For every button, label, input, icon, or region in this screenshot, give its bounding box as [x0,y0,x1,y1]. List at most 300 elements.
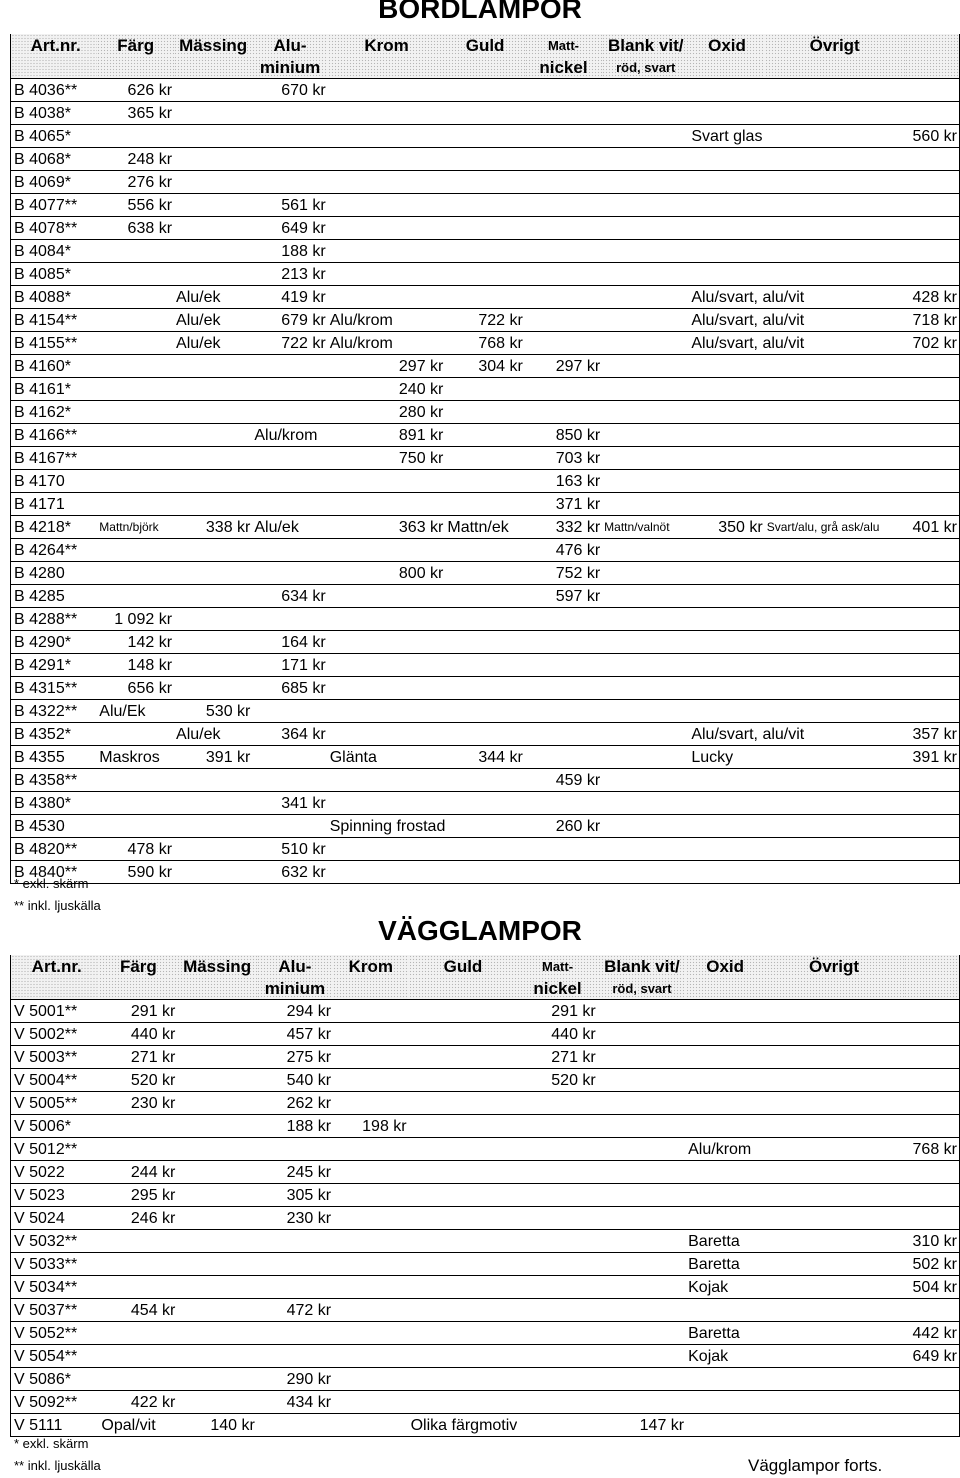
table-cell: 297 kr [525,355,602,378]
header-aluminium-2: minium [252,56,327,79]
table-cell: Opal/vit [99,1414,177,1437]
table-cell [409,1253,518,1276]
table-cell [689,562,904,585]
table-cell [689,815,904,838]
table-cell [328,79,446,102]
table-cell [445,838,524,861]
table-cell [97,562,174,585]
table-cell: 638 kr [97,217,174,240]
table-cell: V 5023 [11,1184,100,1207]
table-cell [445,539,524,562]
table-cell [409,1276,518,1299]
table-cell: 632 kr [252,861,327,884]
header-cell [11,56,98,79]
table-row [11,447,960,470]
table-cell [602,723,689,746]
header-cell [99,977,177,1000]
table-cell [174,79,252,102]
table-cell: B 4530 [11,815,98,838]
table-cell [328,148,446,171]
continued-note: Vägglampor forts. [748,1456,883,1475]
table-cell: Alu/krom [686,1138,904,1161]
header-cell [765,56,905,79]
table-cell [177,1023,256,1046]
table-cell [97,585,174,608]
table-cell: 800 kr [328,562,446,585]
table-cell [525,263,602,286]
table-row [11,654,960,677]
table-cell: 344 kr [445,746,524,769]
table-cell [97,493,174,516]
table-cell: V 5052** [11,1322,100,1345]
table-cell: 540 kr [257,1069,333,1092]
header-mattnickel: Matt- [525,34,602,56]
table-cell [525,240,602,263]
table-cell: 338 kr [174,516,252,539]
header-row [11,955,960,977]
table-cell [409,1184,518,1207]
table-cell [97,332,174,355]
table-cell: 213 kr [252,263,327,286]
table-row [11,1299,960,1322]
table-cell [905,608,960,631]
table-cell: B 4038* [11,102,98,125]
table-row [11,1230,960,1253]
table-cell [174,654,252,677]
table-cell [598,1276,686,1299]
table-cell [333,1322,409,1345]
table-cell [252,171,327,194]
table-cell [252,815,327,838]
table-cell [602,746,689,769]
table-cell [257,1345,333,1368]
table-cell: 248 kr [97,148,174,171]
table-cell [525,102,602,125]
table-cell [252,125,327,148]
table-cell: B 4065* [11,125,98,148]
table-cell: B 4069* [11,171,98,194]
table-cell [97,263,174,286]
table-cell [517,1207,597,1230]
bordlampor-title: BORDLAMPOR [378,0,582,24]
table-cell [97,355,174,378]
table-cell [598,1161,686,1184]
table-cell [598,1299,686,1322]
table-cell [602,148,689,171]
table-cell [602,631,689,654]
table-cell [409,1207,518,1230]
table-cell [905,815,960,838]
table-cell: Alu/ek [174,332,252,355]
table-cell: 752 kr [525,562,602,585]
table-cell [905,194,960,217]
table-cell [904,1092,960,1115]
table-row [11,838,960,861]
bordlampor-table [10,34,960,884]
table-cell [328,723,446,746]
header-row [11,56,960,79]
table-cell [525,332,602,355]
table-cell: 332 kr [525,516,602,539]
table-cell: B 4264** [11,539,98,562]
table-cell [409,1368,518,1391]
table-cell [174,102,252,125]
table-cell: Alu/ek [174,286,252,309]
table-cell: 560 kr [905,125,960,148]
table-cell [602,769,689,792]
header-cell [686,977,764,1000]
table-cell [525,838,602,861]
table-cell: B 4084* [11,240,98,263]
table-cell [602,309,689,332]
table-cell [689,838,904,861]
table-cell [689,194,904,217]
table-row [11,677,960,700]
table-cell [174,378,252,401]
table-cell: 520 kr [99,1069,177,1092]
table-cell [602,401,689,424]
vagglampor-title: VÄGGLAMPOR [378,915,582,946]
table-cell [598,1138,686,1161]
table-row [11,493,960,516]
header-artnr: Art.nr. [11,34,98,56]
table-cell: B 4285 [11,585,98,608]
header-blank-2: röd, svart [602,56,689,79]
table-row [11,1184,960,1207]
table-cell: B 4088* [11,286,98,309]
table-cell: B 4352* [11,723,98,746]
table-cell: 164 kr [252,631,327,654]
table-cell: 722 kr [445,309,524,332]
table-cell [177,1299,256,1322]
table-cell [904,1414,960,1437]
table-cell [689,263,904,286]
table-cell [689,539,904,562]
table-cell [904,1023,960,1046]
table-cell [905,562,960,585]
header-ovrigt: Övrigt [765,34,905,56]
table-cell [905,447,960,470]
table-cell [174,125,252,148]
table-cell: 722 kr [252,332,327,355]
table-cell [905,378,960,401]
table-cell: 276 kr [97,171,174,194]
table-cell [409,1069,518,1092]
table-cell [598,1368,686,1391]
vagglampor-table [10,955,960,1437]
table-cell: 290 kr [257,1368,333,1391]
table-cell: B 4162* [11,401,98,424]
table-cell [517,1115,597,1138]
table-cell: Lucky [689,746,904,769]
table-cell: B 4161* [11,378,98,401]
table-cell: B 4218* [11,516,98,539]
header-oxid: Oxid [689,34,764,56]
table-cell [174,240,252,263]
table-cell [177,1322,256,1345]
table-cell [686,1115,904,1138]
table-cell [174,493,252,516]
table-cell [177,1207,256,1230]
table-cell [328,194,446,217]
table-cell [99,1253,177,1276]
table-row [11,194,960,217]
table-cell [905,700,960,723]
table-cell [598,1322,686,1345]
table-cell [409,1138,518,1161]
table-cell: Alu/ek [252,516,327,539]
table-cell [445,378,524,401]
table-cell [905,171,960,194]
table-cell: B 4355 [11,746,98,769]
table-cell [97,470,174,493]
header-blank: Blank vit/ [598,955,686,977]
table-cell: 472 kr [257,1299,333,1322]
table-cell [525,677,602,700]
table-cell [445,792,524,815]
table-cell: B 4290* [11,631,98,654]
table-cell: 188 kr [257,1115,333,1138]
table-cell: 685 kr [252,677,327,700]
table-cell: 142 kr [97,631,174,654]
table-cell [328,171,446,194]
table-cell [905,424,960,447]
table-cell [409,1230,518,1253]
table-cell [445,700,524,723]
table-cell: V 5033** [11,1253,100,1276]
table-cell: Mattn/valnöt [602,516,689,539]
table-cell [328,125,446,148]
table-cell: 626 kr [97,79,174,102]
table-row [11,1023,960,1046]
table-cell: 679 kr [252,309,327,332]
table-cell: V 5111 [11,1414,100,1437]
table-cell: V 5022 [11,1161,100,1184]
table-cell [333,1299,409,1322]
table-cell [904,1299,960,1322]
table-cell: 364 kr [252,723,327,746]
table-cell [177,1092,256,1115]
table-cell: 520 kr [517,1069,597,1092]
table-cell [598,1253,686,1276]
table-cell [689,217,904,240]
table-cell [517,1092,597,1115]
table-cell [333,1414,409,1437]
table-cell [602,286,689,309]
table-cell [445,562,524,585]
table-cell [904,1115,960,1138]
table-cell: 476 kr [525,539,602,562]
table-cell [328,608,446,631]
table-cell: 230 kr [257,1207,333,1230]
header-cell [174,56,252,79]
table-cell [333,1138,409,1161]
header-cell [333,977,409,1000]
table-cell: Svart glas [689,125,904,148]
table-row [11,309,960,332]
table-cell [689,608,904,631]
table-cell [517,1368,597,1391]
table-cell [686,1368,904,1391]
table-cell: B 4288** [11,608,98,631]
table-cell [905,148,960,171]
table-cell: 246 kr [99,1207,177,1230]
table-cell: 422 kr [99,1391,177,1414]
table-cell [445,677,524,700]
table-cell [333,1230,409,1253]
table-cell [97,309,174,332]
table-cell [445,493,524,516]
table-cell [333,1368,409,1391]
table-cell [602,263,689,286]
table-row [11,1345,960,1368]
header-farg: Färg [97,34,174,56]
table-cell [689,631,904,654]
table-cell [525,861,602,884]
table-cell [445,102,524,125]
table-row [11,148,960,171]
table-cell [174,861,252,884]
table-cell [445,654,524,677]
table-cell [689,654,904,677]
table-cell [686,1414,904,1437]
table-cell: 590 kr [97,861,174,884]
table-cell [177,1253,256,1276]
table-cell [904,1000,960,1023]
table-row [11,217,960,240]
table-cell: 280 kr [328,401,446,424]
table-cell [598,1092,686,1115]
header-aluminium-2: minium [257,977,333,1000]
table-cell [905,470,960,493]
table-cell [174,769,252,792]
table-cell [333,1023,409,1046]
table-cell: B 4315** [11,677,98,700]
table-row [11,723,960,746]
table-cell: 702 kr [905,332,960,355]
table-cell: B 4068* [11,148,98,171]
header-cell [904,977,960,1000]
table-cell: Alu/ek [174,309,252,332]
table-cell [177,1368,256,1391]
table-cell [689,240,904,263]
table-cell [445,861,524,884]
table-cell: Svart/alu, grå ask/alu [765,516,905,539]
table-cell: 391 kr [174,746,252,769]
table-row [11,79,960,102]
table-row [11,1322,960,1345]
table-cell: Alu/krom [252,424,327,447]
table-cell [328,792,446,815]
table-cell [445,79,524,102]
table-cell: 401 kr [905,516,960,539]
table-cell [598,1046,686,1069]
table-cell: B 4280 [11,562,98,585]
table-cell [177,1000,256,1023]
table-cell: 294 kr [257,1000,333,1023]
table-cell [525,309,602,332]
table-row [11,1368,960,1391]
header-cell [689,56,764,79]
table-cell [905,838,960,861]
table-cell [409,1023,518,1046]
table-cell [252,148,327,171]
table-cell [525,723,602,746]
table-cell [174,355,252,378]
table-row [11,746,960,769]
table-cell [99,1230,177,1253]
table-row [11,769,960,792]
table-cell: V 5054** [11,1345,100,1368]
table-cell [174,815,252,838]
table-cell [252,102,327,125]
table-cell [177,1069,256,1092]
table-cell [905,217,960,240]
table-cell [602,240,689,263]
table-cell [445,263,524,286]
table-cell: 670 kr [252,79,327,102]
table-cell: 198 kr [333,1115,409,1138]
table-cell [602,861,689,884]
table-cell [602,792,689,815]
table-cell: V 5086* [11,1368,100,1391]
table-cell [905,493,960,516]
table-cell [598,1115,686,1138]
table-cell: 454 kr [99,1299,177,1322]
header-krom: Krom [328,34,446,56]
table-cell [409,1299,518,1322]
table-cell: 350 kr [689,516,764,539]
table-cell [409,1000,518,1023]
table-cell [333,1092,409,1115]
table-cell: Alu/svart, alu/vit [689,286,904,309]
table-cell: 434 kr [257,1391,333,1414]
table-cell: 310 kr [904,1230,960,1253]
table-cell [257,1276,333,1299]
header-oxid: Oxid [686,955,764,977]
header-blank-2: röd, svart [598,977,686,1000]
table-cell [97,769,174,792]
table-cell [525,125,602,148]
table-cell [328,240,446,263]
table-cell [445,424,524,447]
table-cell [174,263,252,286]
header-ovrigt-price [904,955,960,977]
table-cell [598,1023,686,1046]
header-ovrigt-price [905,34,960,56]
table-cell [689,585,904,608]
header-krom: Krom [333,955,409,977]
table-cell [177,1115,256,1138]
table-cell: 304 kr [445,355,524,378]
header-massing: Mässing [177,955,256,977]
table-cell [598,1184,686,1207]
table-cell: 556 kr [97,194,174,217]
table-cell [904,1184,960,1207]
table-cell [525,608,602,631]
table-cell [252,562,327,585]
table-cell [177,1161,256,1184]
table-cell [517,1184,597,1207]
table-cell [177,1345,256,1368]
table-row [11,125,960,148]
table-cell: 391 kr [905,746,960,769]
table-cell [328,493,446,516]
table-cell [99,1138,177,1161]
table-cell [689,424,904,447]
table-cell [517,1138,597,1161]
table-cell [686,1023,904,1046]
